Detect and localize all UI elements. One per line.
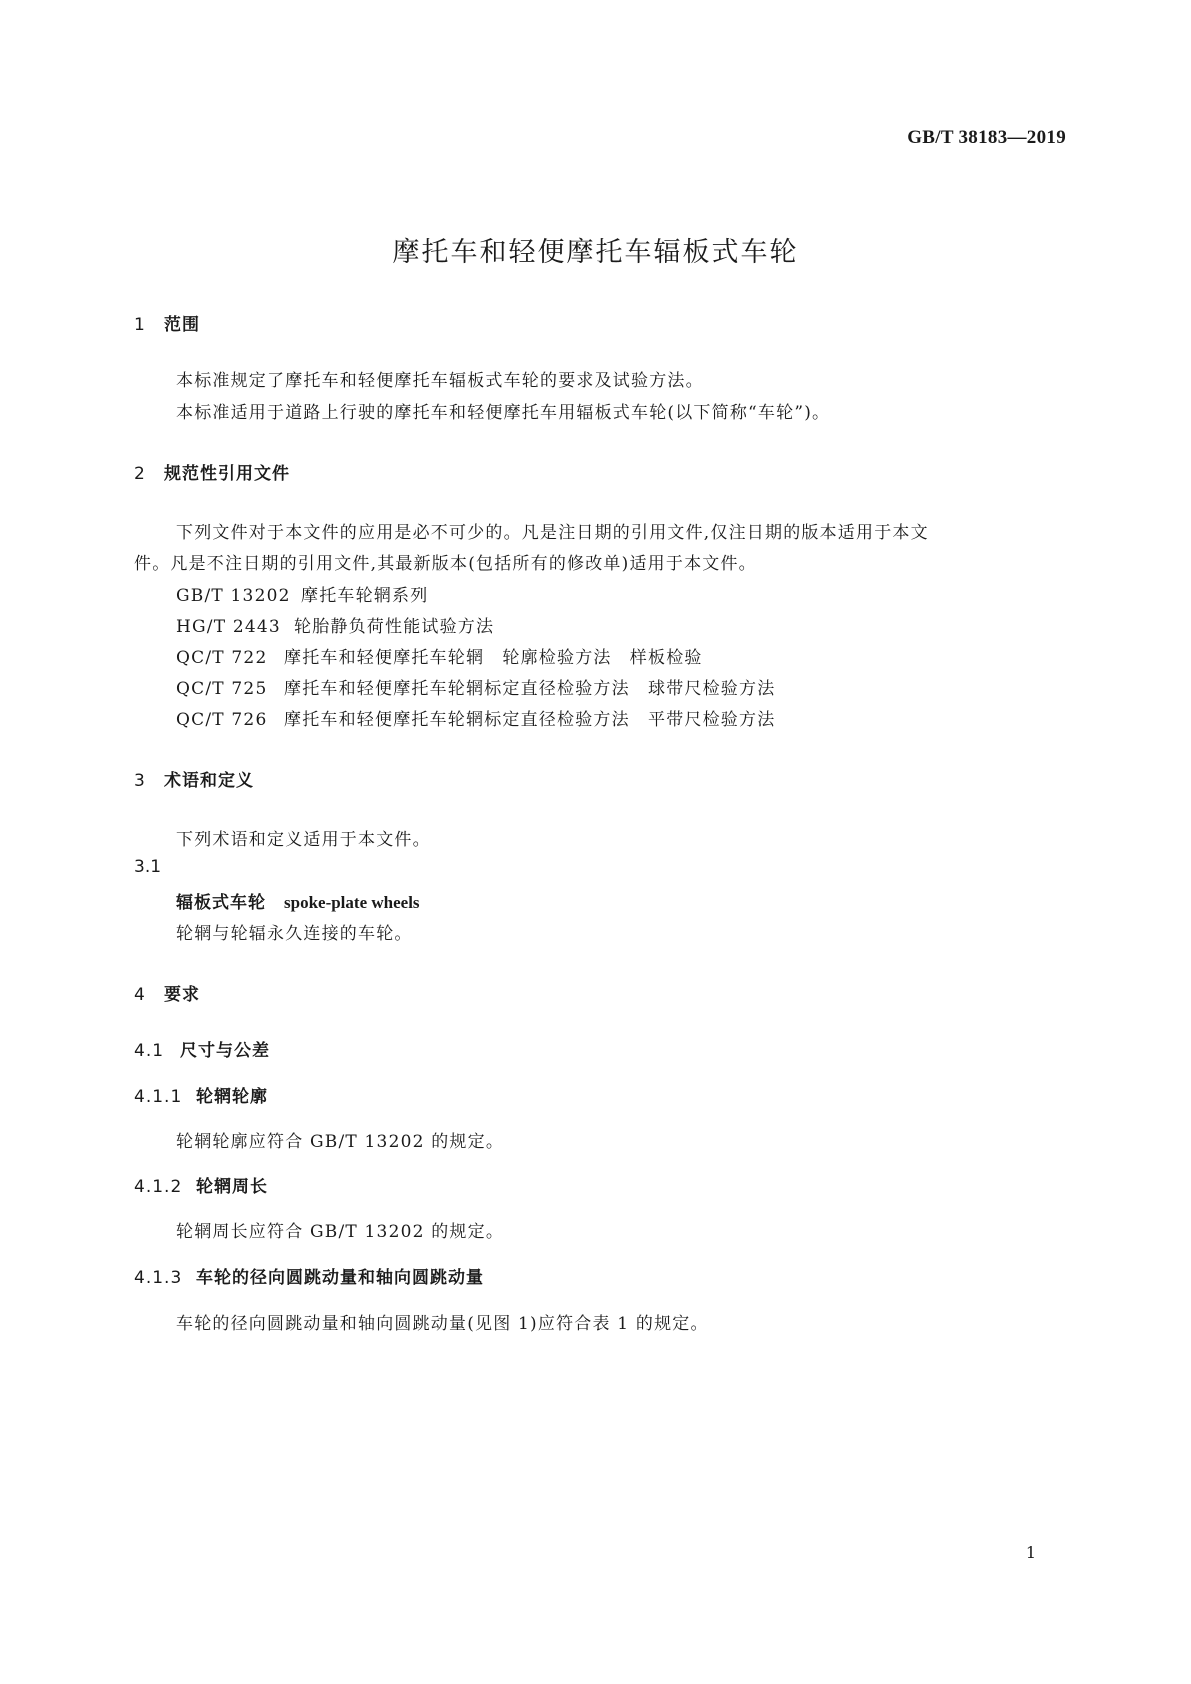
- subsection-heading: [134, 1172, 268, 1197]
- paragraph: 车轮的径向圆跳动量和轴向圆跳动量(见图 1)应符合表 1 的规定。: [176, 1314, 709, 1334]
- term-number: 3.1: [134, 857, 162, 877]
- paragraph: 轮辋轮廓应符合 GB/T 13202 的规定。: [176, 1132, 505, 1152]
- paragraph: 本标准规定了摩托车和轻便摩托车辐板式车轮的要求及试验方法。: [176, 371, 704, 391]
- page-number: 1: [1025, 1543, 1036, 1562]
- reference-code: GB/T 13202: [176, 586, 291, 606]
- term-definition: 轮辋与轮辐永久连接的车轮。: [176, 924, 413, 944]
- reference-code: HG/T 2443: [176, 617, 281, 637]
- section-number: 4.1.2: [134, 1177, 183, 1197]
- paragraph: 件。凡是不注日期的引用文件,其最新版本(包括所有的修改单)适用于本文件。: [134, 554, 757, 574]
- section-title: 车轮的径向圆跳动量和轴向圆跳动量: [196, 1268, 484, 1288]
- reference-item: [176, 643, 703, 668]
- reference-title: 摩托车轮辋系列: [301, 586, 429, 606]
- section-number: 3: [134, 771, 146, 791]
- section-number: 4.1: [134, 1041, 165, 1061]
- section-title: 轮辋轮廓: [196, 1087, 268, 1107]
- section-heading-scope: [134, 310, 200, 335]
- section-number: 2: [134, 464, 146, 484]
- reference-title: 摩托车和轻便摩托车轮辋 轮廓检验方法 样板检验: [284, 648, 703, 668]
- section-heading-requirements: [134, 980, 200, 1005]
- reference-item: [176, 612, 494, 637]
- reference-title: 摩托车和轻便摩托车轮辋标定直径检验方法 球带尺检验方法: [284, 679, 776, 699]
- section-title: 术语和定义: [164, 771, 254, 791]
- section-number: 4.1.1: [134, 1087, 183, 1107]
- reference-code: QC/T 726: [176, 710, 268, 730]
- reference-item: [176, 705, 775, 730]
- reference-item: [176, 581, 428, 606]
- term-chinese: 辐板式车轮: [176, 893, 266, 913]
- reference-code: QC/T 722: [176, 648, 268, 668]
- reference-title: 摩托车和轻便摩托车轮辋标定直径检验方法 平带尺检验方法: [284, 710, 776, 730]
- paragraph: 下列文件对于本文件的应用是必不可少的。凡是注日期的引用文件,仅注日期的版本适用于本文: [176, 523, 929, 543]
- section-title: 尺寸与公差: [180, 1041, 270, 1061]
- paragraph: 轮辋周长应符合 GB/T 13202 的规定。: [176, 1222, 505, 1242]
- paragraph: 本标准适用于道路上行驶的摩托车和轻便摩托车用辐板式车轮(以下简称“车轮”)。: [176, 403, 831, 423]
- standard-number: GB/T 38183—2019: [907, 127, 1066, 148]
- subsection-heading: [134, 1036, 270, 1061]
- section-number: 4: [134, 985, 146, 1005]
- section-number: 4.1.3: [134, 1268, 183, 1288]
- section-heading-terms-definitions: [134, 766, 254, 791]
- paragraph: 下列术语和定义适用于本文件。: [176, 830, 431, 850]
- reference-code: QC/T 725: [176, 679, 268, 699]
- section-title: 轮辋周长: [196, 1177, 268, 1197]
- section-title: 要求: [164, 985, 200, 1005]
- section-heading-normative-references: [134, 459, 290, 484]
- reference-title: 轮胎静负荷性能试验方法: [294, 617, 495, 637]
- subsection-heading: [134, 1082, 268, 1107]
- term-english: spoke-plate wheels: [284, 893, 420, 912]
- subsection-heading: [134, 1263, 484, 1288]
- section-number: 1: [134, 315, 146, 335]
- term-entry: [176, 888, 420, 913]
- reference-item: [176, 674, 775, 699]
- section-title: 范围: [164, 315, 200, 335]
- section-title: 规范性引用文件: [164, 464, 290, 484]
- document-title: 摩托车和轻便摩托车辐板式车轮: [392, 237, 799, 268]
